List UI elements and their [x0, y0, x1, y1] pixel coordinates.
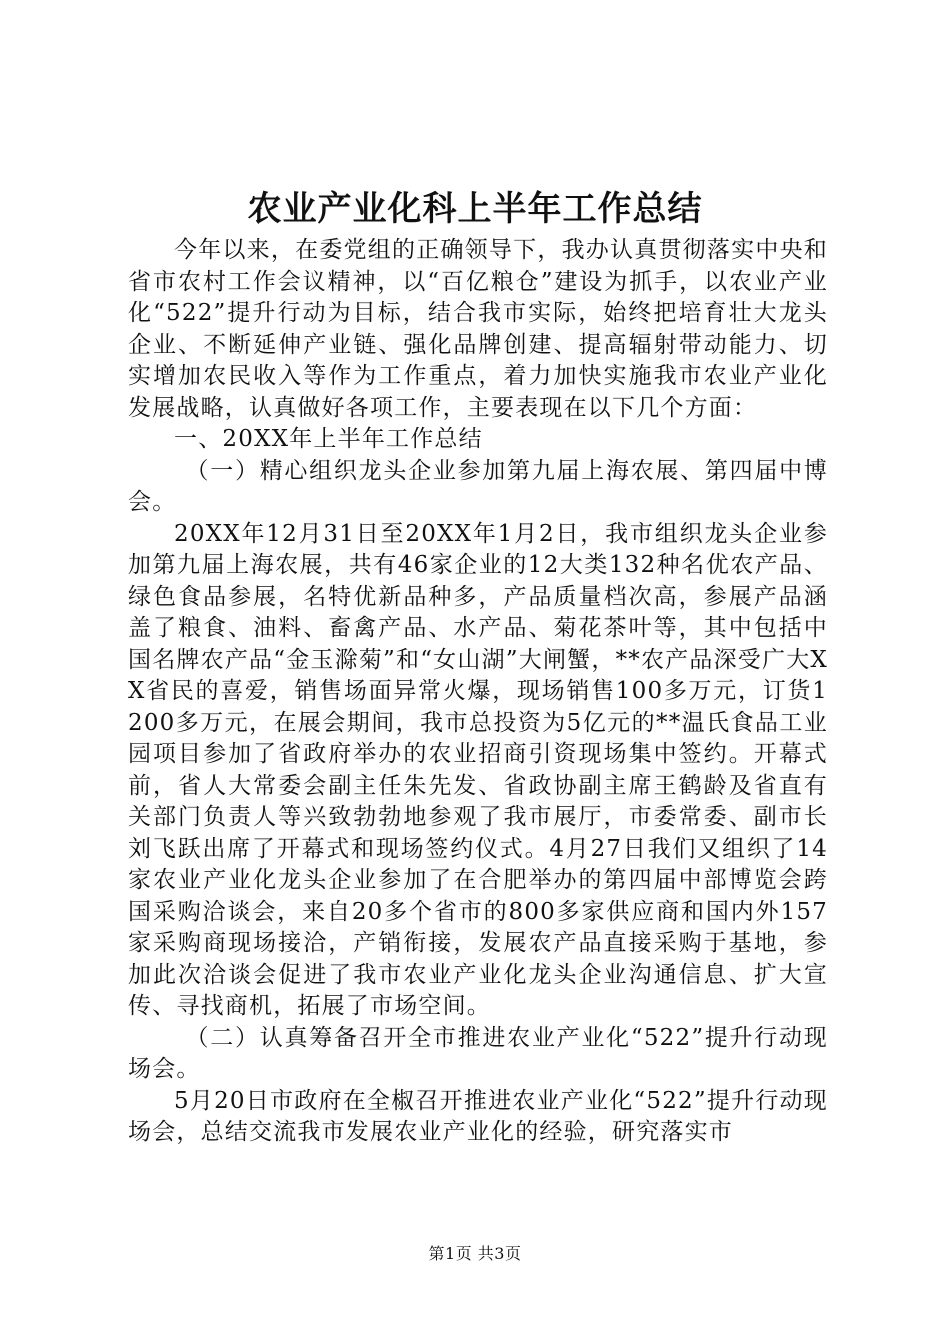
paragraph-intro: 今年以来，在委党组的正确领导下，我办认真贯彻落实中央和省市农村工作会议精神，以“百亿粮仓”建设为抓手，以农业产业化“522”提升行动为目标，结合我市实际，始终把培育壮大龙头企业、不断延伸产业链、强化品牌创建、提高辐射带动能力、切实增加农民收入等作为工作重点，着力加快实施我市农业产业化发展战略，认真做好各项工作，主要表现在以下几个方面： — [128, 237, 828, 421]
section-heading-1: 一、20XX年上半年工作总结 — [174, 426, 483, 452]
paragraph-exhibition: 20XX年12月31日至20XX年1月2日，我市组织龙头企业参加第九届上海农展，共有46家企业的12大类132种名优农产品、绿色食品参展，名特优新品种多，产品质量档次高，参展产品涵盖了粮食、油料、畜禽产品、水产品、菊花茶叶等，其中包括中国名牌农产品“金玉滁菊”和“女山湖”大闸蟹，**农产品深受广大XX省民的喜爱，销售场面异常火爆，现场销售100多万元，订货1200多万元，在展会期间，我市总投资为5亿元的**温氏食品工业园项目参加了省政府举办的农业招商引资现场集中签约。开幕式前，省人大常委会副主任朱先发、省政协副主席王鹤龄及省直有关部门负责人等兴致勃勃地参观了我市展厅，市委常委、副市长刘飞跃出席了开幕式和现场签约仪式。4月27日我们又组织了14家农业产业化龙头企业参加了在合肥举办的第四届中部博览会跨国采购洽谈会，来自20多个省市的800多家供应商和国内外157家采购商现场接洽，产销衔接，发展农产品直接采购于基地，参加此次洽谈会促进了我市农业产业化龙头企业沟通信息、扩大宣传、寻找商机，拓展了市场空间。 — [128, 520, 828, 1019]
subsection-heading-1: （一）精心组织龙头企业参加第九届上海农展、第四届中博会。 — [128, 457, 828, 515]
paragraph-meeting: 5月20日市政府在全椒召开推进农业产业化“522”提升行动现场会，总结交流我市发展农业产业化的经验，研究落实市 — [128, 1087, 828, 1145]
subsection-heading-2: （二）认真筹备召开全市推进农业产业化“522”提升行动现场会。 — [128, 1024, 828, 1082]
page-number-footer: 第1页 共3页 — [428, 1244, 522, 1263]
document-body — [128, 235, 828, 1149]
document-title: 农业产业化科上半年工作总结 — [247, 189, 703, 229]
